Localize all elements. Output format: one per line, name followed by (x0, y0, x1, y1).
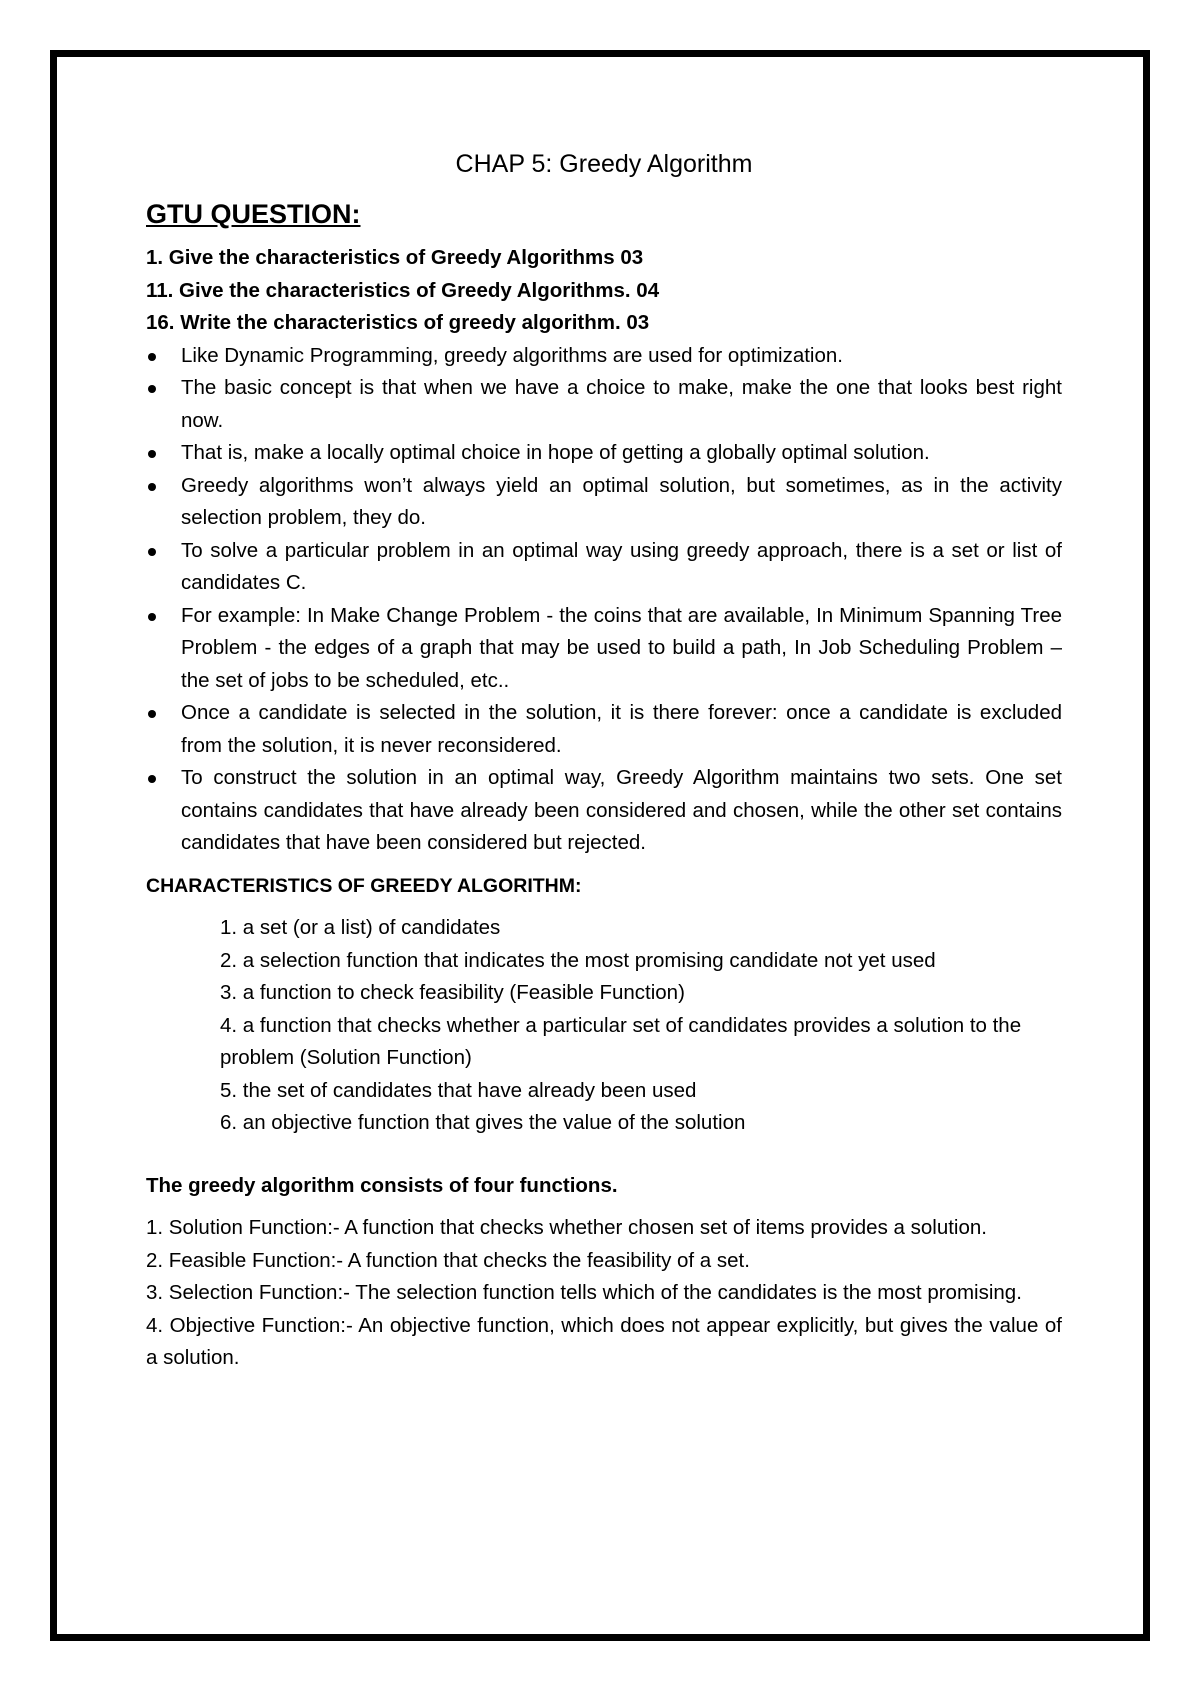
bullet-icon (148, 710, 156, 718)
bullet-list (146, 340, 1062, 860)
bullet-icon (148, 385, 156, 393)
function-item: 3. Selection Function:- The selection function tells which of the candidates is the most promising. (146, 1281, 1022, 1304)
bullet-item (146, 470, 1062, 535)
bullet-text: To construct the solution in an optimal way, Greedy Algorithm maintains two sets. One set contains candidates that have already been considered and chosen, while the other set contains candidates that have been considered but rejected. (181, 766, 1062, 854)
bullet-item (146, 437, 1062, 470)
bullet-text: Greedy algorithms won’t always yield an optimal solution, but sometimes, as in the activity selection problem, they do. (181, 473, 1062, 529)
bullet-text: Like Dynamic Programming, greedy algorithms are used for optimization. (181, 343, 843, 367)
bullet-icon (148, 450, 156, 458)
question-item: 1. Give the characteristics of Greedy Algorithms 03 (146, 246, 644, 269)
characteristics-heading: CHARACTERISTICS OF GREEDY ALGORITHM: (146, 874, 582, 897)
characteristic-item: 6. an objective function that gives the value of the solution (220, 1111, 746, 1134)
bullet-text: To solve a particular problem in an optimal way using greedy approach, there is a set or list of candidates C. (181, 538, 1062, 594)
bullet-icon (148, 613, 156, 621)
bullet-item (146, 697, 1062, 762)
chapter-title: CHAP 5: Greedy Algorithm (455, 150, 753, 178)
question-item: 11. Give the characteristics of Greedy Algorithms. 04 (146, 278, 660, 302)
bullet-icon (148, 353, 156, 361)
bullet-item (146, 535, 1062, 600)
characteristic-item: 4. a function that checks whether a particular set of candidates provides a solution to the problem (Solution Function) (220, 1013, 1022, 1069)
page-content (146, 146, 1062, 1375)
gtu-question-heading: GTU QUESTION: (146, 199, 361, 229)
functions-heading: The greedy algorithm consists of four functions. (146, 1173, 618, 1197)
characteristics-list (220, 912, 1062, 1140)
characteristic-item: 5. the set of candidates that have already been used (220, 1078, 697, 1102)
bullet-icon (148, 548, 156, 556)
bullet-text: Once a candidate is selected in the solution, it is there forever: once a candidate is excluded from the solution, it is never reconsidered. (181, 701, 1062, 757)
function-item: 1. Solution Function:- A function that checks whether chosen set of items provides a solution. (146, 1216, 987, 1239)
characteristic-item: 2. a selection function that indicates the most promising candidate not yet used (220, 948, 936, 972)
bullet-item (146, 340, 1062, 373)
question-item: 16. Write the characteristics of greedy algorithm. 03 (146, 311, 650, 334)
bullet-icon (148, 775, 156, 783)
bullet-item (146, 372, 1062, 437)
bullet-text: The basic concept is that when we have a choice to make, make the one that looks best right now. (181, 376, 1062, 432)
bullet-item (146, 762, 1062, 860)
function-item: 2. Feasible Function:- A function that checks the feasibility of a set. (146, 1248, 750, 1272)
bullet-text: For example: In Make Change Problem - the coins that are available, In Minimum Spanning Tree Problem - the edges of a graph that may be used to build a path, In Job Scheduling Problem – the set of jobs to be scheduled, etc.. (181, 603, 1062, 692)
function-item: 4. Objective Function:- An objective function, which does not appear explicitly, but gives the value of a solution. (146, 1313, 1062, 1369)
functions-list (146, 1212, 1062, 1375)
characteristic-item: 3. a function to check feasibility (Feasible Function) (220, 981, 685, 1004)
characteristic-item: 1. a set (or a list) of candidates (220, 916, 501, 939)
bullet-icon (148, 483, 156, 491)
bullet-item (146, 600, 1062, 698)
bullet-text: That is, make a locally optimal choice in hope of getting a globally optimal solution. (181, 441, 930, 464)
